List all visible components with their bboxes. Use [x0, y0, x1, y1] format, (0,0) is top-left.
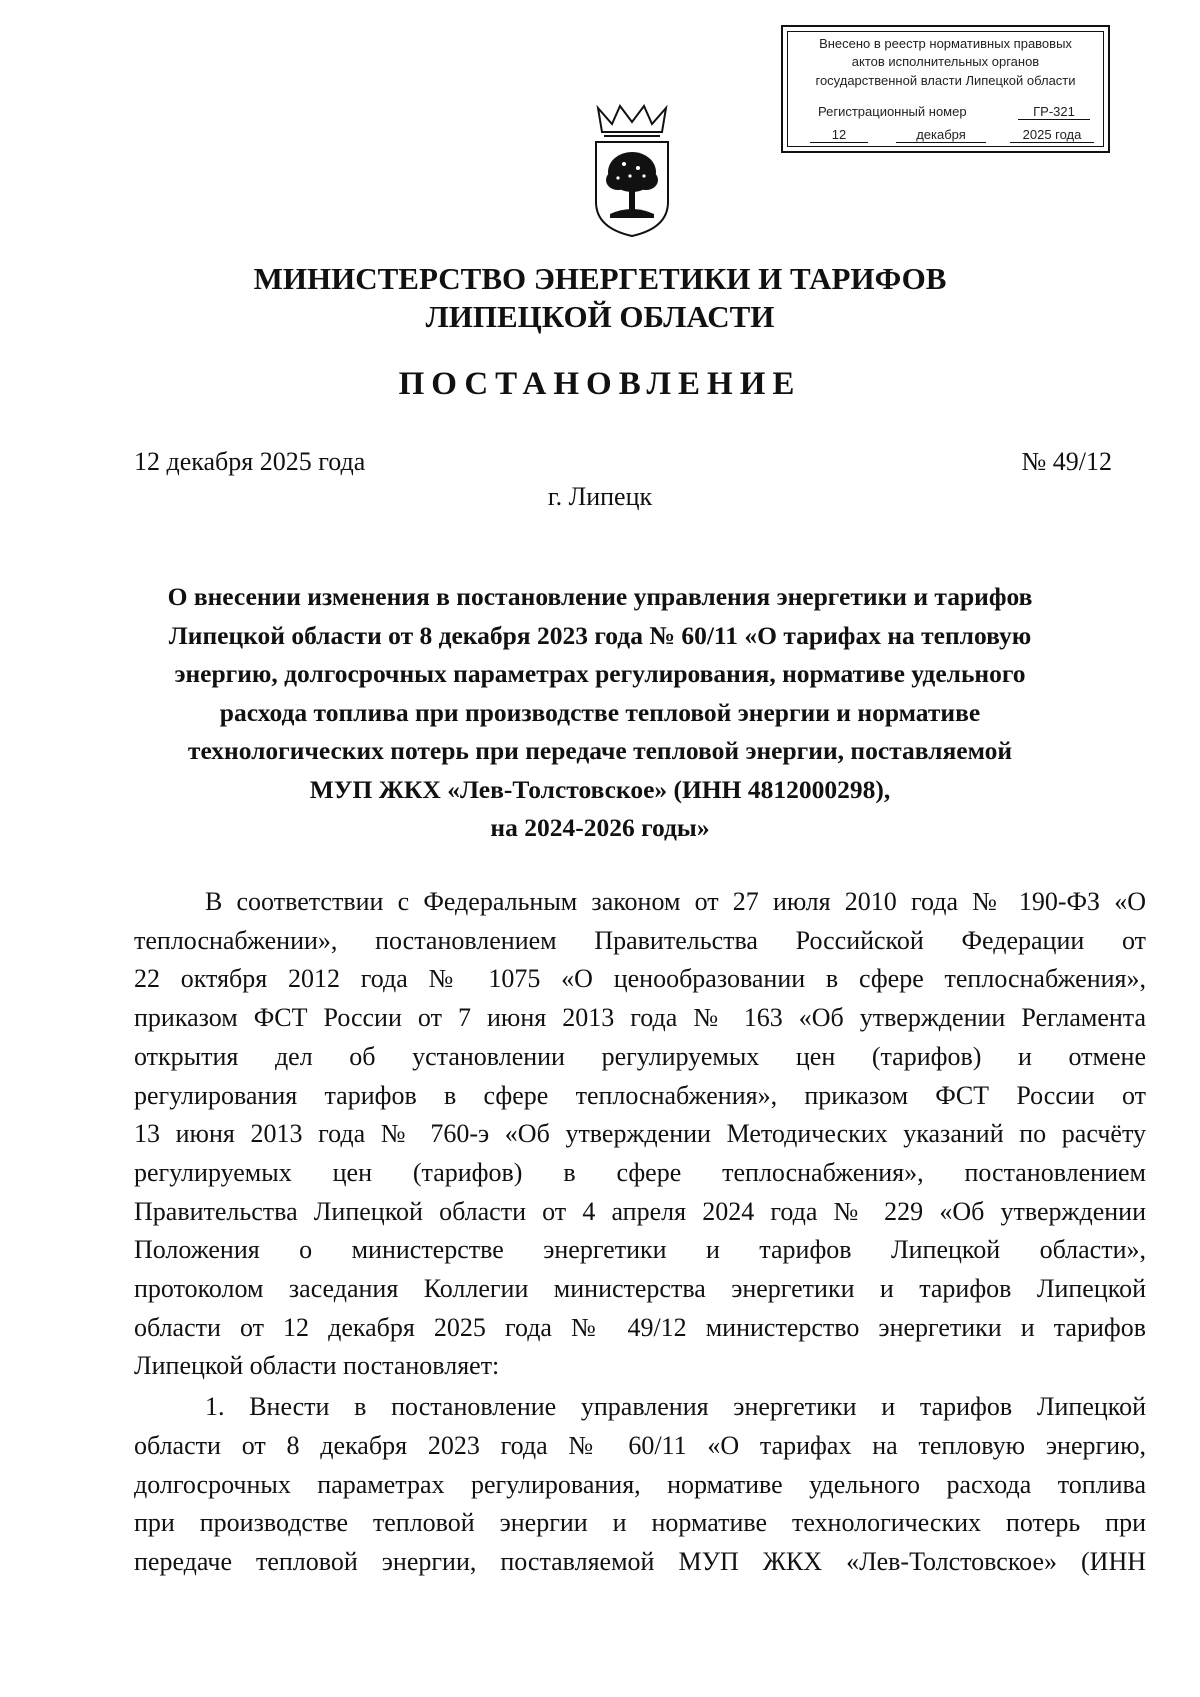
ministry-title-line-1: МИНИСТЕРСТВО ЭНЕРГЕТИКИ И ТАРИФОВ	[253, 261, 947, 296]
preamble-line: Липецкой области постановляет:	[134, 1351, 500, 1381]
preamble-line: В соответствии с Федеральным законом от 27 июля 2010 года № 190-ФЗ «О	[205, 887, 1146, 916]
document-subject	[120, 578, 1080, 848]
preamble-line: протоколом заседания Коллегии министерства энергетики и тарифов Липецкой	[134, 1274, 1146, 1304]
registry-stamp	[781, 25, 1110, 153]
item-1-paragraph	[134, 1388, 1146, 1582]
document-city: г. Липецк	[547, 482, 653, 511]
stamp-day: 12	[810, 127, 868, 143]
preamble-line: приказом ФСТ России от 7 июня 2013 года № 163 «Об утверждении Регламента	[134, 1003, 1146, 1033]
subject-line: на 2024-2026 годы»	[490, 813, 710, 842]
stamp-reg-label: Регистрационный номер	[818, 104, 967, 119]
preamble-line: открытия дел об установлении регулируемых цен (тарифов) и отмене	[134, 1041, 1146, 1071]
item-1-line: при производстве тепловой энергии и нормативе технологических потерь при	[134, 1508, 1146, 1538]
subject-line: Липецкой области от 8 декабря 2023 года № 60/11 «О тарифах на тепловую	[168, 620, 1032, 650]
preamble-line: теплоснабжении», постановлением Правительства Российской Федерации от	[134, 925, 1146, 955]
subject-line: МУП ЖКХ «Лев-Толстовское» (ИНН 4812000298),	[309, 774, 891, 804]
item-1-line: долгосрочных параметрах регулирования, нормативе удельного расхода топлива	[134, 1469, 1146, 1499]
stamp-line-2: актов исполнительных органов	[851, 54, 1040, 69]
stamp-line-3: государственной власти Липецкой области	[815, 73, 1076, 88]
preamble-line: Правительства Липецкой области от 4 апреля 2024 года № 229 «Об утверждении	[134, 1196, 1146, 1226]
ministry-title-line-2: ЛИПЕЦКОЙ ОБЛАСТИ	[425, 299, 775, 334]
subject-line: О внесении изменения в постановление управления энергетики и тарифов	[167, 582, 1033, 611]
subject-line: расхода топлива при производстве тепловой энергии и нормативе	[219, 697, 981, 727]
registry-stamp-inner	[787, 31, 1104, 147]
document-body	[134, 883, 1146, 1582]
preamble-line: области от 12 декабря 2025 года № 49/12 министерство энергетики и тарифов	[134, 1312, 1146, 1342]
stamp-month: декабря	[896, 127, 986, 143]
preamble-line: регулирования тарифов в сфере теплоснабжения», приказом ФСТ России от	[134, 1080, 1146, 1110]
item-1-line: области от 8 декабря 2023 года № 60/11 «О тарифах на тепловую энергию,	[134, 1430, 1146, 1460]
document-date: 12 декабря 2025 года	[134, 447, 366, 476]
preamble-line: регулируемых цен (тарифов) в сфере теплоснабжения», постановлением	[134, 1157, 1146, 1187]
subject-line: энергию, долгосрочных параметрах регулирования, нормативе удельного	[174, 659, 1026, 688]
document-number: № 49/12	[1021, 447, 1112, 476]
item-1-line: 1. Внести в постановление управления энергетики и тарифов Липецкой	[205, 1392, 1146, 1422]
item-1-line: передаче тепловой энергии, поставляемой МУП ЖКХ «Лев-Толстовское» (ИНН	[134, 1546, 1146, 1576]
stamp-line-1: Внесено в реестр нормативных правовых	[819, 36, 1072, 51]
coat-of-arms-icon	[588, 102, 676, 240]
preamble-line: 22 октября 2012 года № 1075 «О ценообразовании в сфере теплоснабжения»,	[134, 964, 1146, 994]
preamble-paragraph	[134, 883, 1146, 1386]
preamble-line: Положения о министерстве энергетики и тарифов Липецкой области»,	[134, 1235, 1146, 1265]
document-type: ПОСТАНОВЛЕНИЕ	[398, 366, 802, 402]
stamp-year: 2025 года	[1010, 127, 1094, 143]
ministry-title	[0, 260, 1200, 336]
preamble-line: 13 июня 2013 года № 760-э «Об утверждении Методических указаний по расчёту	[134, 1119, 1146, 1149]
subject-line: технологических потерь при передаче тепловой энергии, поставляемой	[187, 736, 1013, 765]
stamp-reg-number: ГР-321	[1018, 104, 1090, 120]
